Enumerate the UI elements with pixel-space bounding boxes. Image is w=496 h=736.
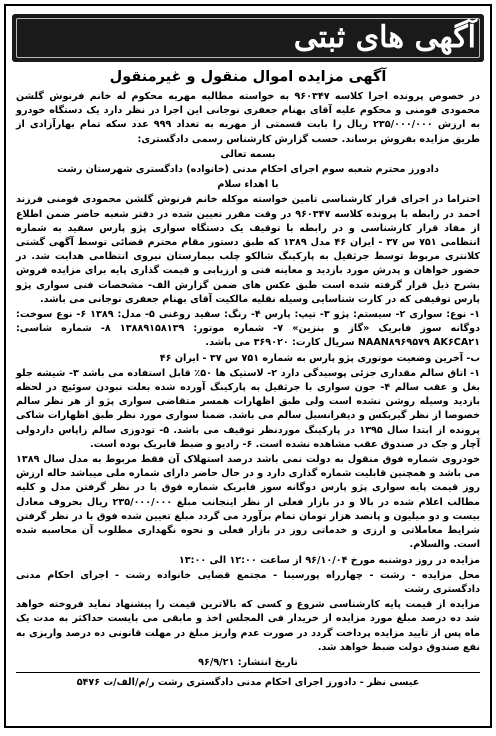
notice-body: [16, 90, 480, 720]
auction-terms-paragraph: مزایده از قیمت پایه کارشناسی شروع و کسی که بالاترین قیمت را پیشنهاد نماید فروخته خواهد شد ده درصد مبلغ مورد مزایده از خریدار فی المجلس اخذ و مابقی می بایست حداکثر به مدت یک ماه پس از تایید مزایده پرداخت گردد در صورت عدم واریز مبلغ در مهلت قانونی ده درصد واریزی به نفع صندوق دولت ضبط خواهد شد.: [16, 599, 480, 653]
intro-paragraph: در خصوص پرونده اجرا کلاسه ۹۶۰۳۴۷ به خواسته مطالبه مهریه محکوم له خانم فرنوش گلشن محمودی فومنی و محکوم علیه آقای بهنام جعفری نوجانی این اجرا در نظر دارد یک دستگاه خودرو به ارزش ۲۳۵/۰۰۰/۰۰۰ ریال را بابت قسمتی از مهریه به تعداد ۹۹۹ عدد سکه تمام بهارآزادی از طریق مزایده بفروش برساند. حسب گزارش کارشناس رسمی دادگستری:: [16, 91, 481, 145]
signature-line: عیسی نظر - دادورز اجرای احکام مدنی دادگستری رشت ر/م/الف/ت ۵۴۷۶: [76, 677, 420, 689]
publication-date: تاریخ انتشار: ۹۶/۹/۲۱: [198, 656, 298, 668]
expert-report-paragraph: احتراما در اجرای قرار کارشناسی تامین خواسته موکله خانم فرنوش گلشن محمودی فومنی فرزند احمد در رابطه با پرونده کلاسه ۹۶۰۳۴۷ در وقت مقرر تعیین شده در دفتر شعبه حاضر ضمن اطلاع از مفاد قرار کارشناسی و در رابطه با توقیف یک دستگاه سواری پژو پارس سفید به شماره انتظامی ۷۵۱ س ۳۷ - ایران ۴۶ مدل ۱۳۸۹ که طبق دستور مقام محترم قضائی توسط آگهی گشتی کلانتری مربوط توسط جرثقیل به پارکینگ شالکو چلب بیمارستان نیروی انتظامی هدایت شد. در حضور خواهان و پدرش مورد بازدید و معاینه فنی و ارزیابی و قیمت گذاری پایه برای مزایده فروش بشرح ذیل قرار گرفته شده است طبق عکس های ضمن گزارش الف- مشخصات فنی سواری پژو پارس توقیفی که در کارت شناسایی وسیله نقلیه مالکیت آقای بهنام جعفری نوجانی می باشد.: [16, 194, 480, 305]
vehicle-condition-paragraph: ۱- اتاق سالم مقداری جزئی پوسیدگی دارد ۲- لاستیک ها ۵۰٪ قابل استفاده می باشد ۳- شیشه جلو بغل و عقب سالم ۴- جون سواری با جرثقیل به پارکینگ آورده شده بعلت نبودن سوئیچ در لحظه بازدید وسیله روشن نشده است ولی طبق اظهارات همسر متقاضی سواری پژو از هر نظر سالم خصوصا از نظر گیربکس و دیفرانسیل سالم می باشد. ضمنا سواری مورد نظر طبق اظهارات شاکی پرونده از ابتدا سال ۱۳۹۵ در پارکینگ موردنظر توقیف می باشد. ۵- تودوزی سالم زاپاس داردولی آچار و جک در صندوق عقب مشاهده نشده است. ۶- رادیو و ضبط فابریک بوده است.: [16, 367, 480, 450]
divider: [16, 672, 480, 673]
notice-headline: آگهی مزایده اموال منقول و غیرمنقول: [109, 69, 387, 85]
banner-title: آگهی های ثبتی: [293, 20, 476, 55]
basmala: بسمه تعالی: [220, 148, 276, 160]
auction-location: محل مزایده - رشت - چهارراه پورسینا - مجتمع قضایی خانواده رشت - اجرای احکام مدنی دادگستری رشت: [16, 569, 480, 595]
addressee: دادورز محترم شعبه سوم اجرای احکام مدنی (خانواده) دادگستری شهرستان رشت: [57, 164, 439, 176]
notice-page: [4, 4, 492, 728]
salutation: با اهداء سلام: [217, 179, 279, 191]
valuation-paragraph: خودروی شماره فوق منقول به دولت نمی باشد درصد استهلاک آن فقط مربوط به مدل سال ۱۳۸۹ می باشد و همچنین قابلیت شماره گذاری دارد و در حال حاضر دارای شماره ملی میباشد حاله ارزش روز قیمت پایه سواری پژو پارس دوگانه سوز فابریک شماره فوق با در نظر گرفتن مدل و کلیه مطالب اعلام شده در بالا و در بازار فعلی از نظر اینجانب مبلغ ۲۳۵/۰۰۰/۰۰۰ ریال بحروف معادل بیست و دو میلیون و پانصد هزار تومان تمام برآورد می گردد مبلغ تعیین شده فوق با در نظر گرفتن شرایط معاملاتی و ارزی و خدماتی روز در بازار فعلی و نحوه نگهداری مطلوب آن محاسبه شده است. والسلام.: [16, 454, 480, 551]
vehicle-status-heading: ب- آخرین وضعیت موتوری پژو پارس به شماره ۷۵۱ س ۳۷ - ایران ۴۶: [159, 352, 480, 364]
auction-date: مزایده در روز دوشنبه مورخ ۹۶/۱۰/۰۴ از ساعت ۱۲:۰۰ الی ۱۳:۰۰: [178, 554, 480, 566]
section-banner: [12, 14, 484, 62]
vehicle-specs-paragraph: ۱- نوع: سواری ۲- سیستم: پژو ۳- تیپ: پارس ۴- رنگ: سفید روغنی ۵- مدل: ۱۳۸۹ ۶- نوع سوخت: دوگانه سوز فابریک «گاز و بنزین» ۷- شماره موتور: ۱۳۸۸۹۱۵۸۱۳۹ ۸- شماره شاسی: NAAN۸۹۶۹۵۷۹ AK۶CA۲۱ سریال کارت: ۳۶۹۰۲۰ می باشد.: [16, 309, 480, 349]
